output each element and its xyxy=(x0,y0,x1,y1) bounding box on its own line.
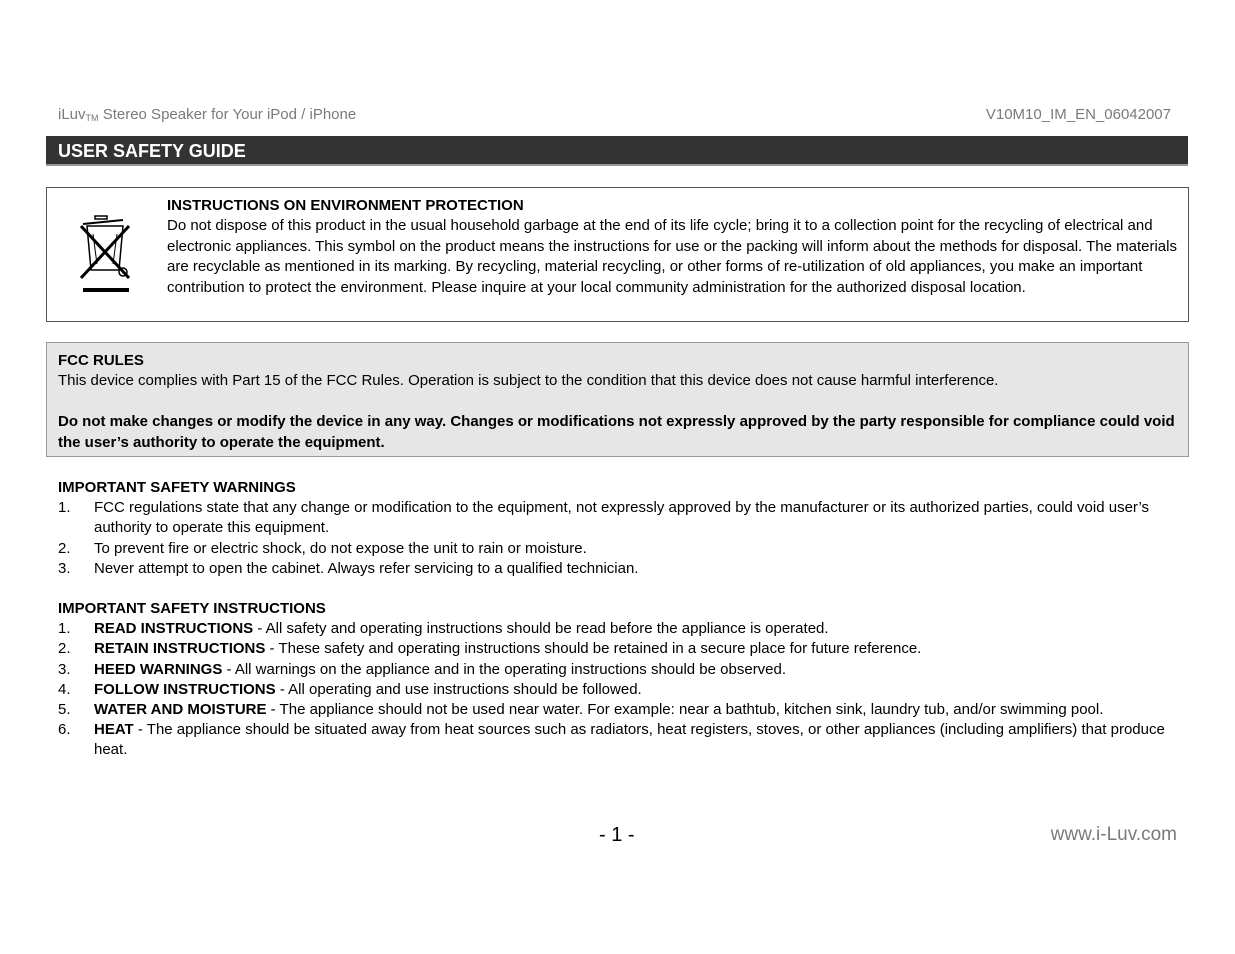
list-item xyxy=(58,539,1168,559)
list-number: 1. xyxy=(58,620,71,638)
section-title-bar xyxy=(46,136,1188,166)
list-item xyxy=(58,700,1168,720)
list-text: To prevent fire or electric shock, do not expose the unit to rain or moisture. xyxy=(94,539,587,557)
safety-instructions-section xyxy=(58,599,1168,761)
list-text: Never attempt to open the cabinet. Always refer servicing to a qualified technician. xyxy=(94,559,639,577)
list-label: READ INSTRUCTIONS xyxy=(94,620,254,638)
list-text: - The appliance should not be used near water. For example: near a bathtub, kitchen sink, laundry tub, and/or swimming pool. xyxy=(266,701,1104,719)
list-text: - All warnings on the appliance and in the operating instructions should be observed. xyxy=(222,660,787,678)
website-url: www.i-Luv.com xyxy=(1050,824,1177,845)
fcc-heading: FCC RULES xyxy=(58,352,144,369)
list-text: - These safety and operating instructions should be retained in a secure place for future reference. xyxy=(265,640,922,658)
list-item xyxy=(58,498,1168,538)
page-number: - 1 - xyxy=(599,824,635,846)
environment-body: Do not dispose of this product in the usual household garbage at the end of its life cycle; bring it to a collection point for the recycling of electrical and electronic appliances. This symbol on the product means the instructions for use or the packing will inform about the methods for disposal. The materials are recyclable as mentioned in its marking. By recycling, material recycling, or other forms of re-utilization of old appliances, you make an important contribution to protect the environment. Please inquire at your local community administration for the authorized disposal location. xyxy=(167,217,1177,296)
list-item xyxy=(58,660,1168,680)
list-item xyxy=(58,619,1168,639)
document-code: V10M10_IM_EN_06042007 xyxy=(985,106,1171,123)
fcc-warning: Do not make changes or modify the device in any way. Changes or modifications not expressly approved by the party responsible for compliance could void the user’s authority to operate the equipment. xyxy=(58,413,1175,451)
fcc-rules-box xyxy=(46,342,1189,457)
list-number: 4. xyxy=(58,680,71,698)
list-item xyxy=(58,680,1168,700)
list-label: RETAIN INSTRUCTIONS xyxy=(94,640,266,658)
safety-instructions-heading: IMPORTANT SAFETY INSTRUCTIONS xyxy=(58,600,326,617)
product-subtitle: Stereo Speaker for Your iPod / iPhone xyxy=(98,106,357,123)
list-text: - The appliance should be situated away from heat sources such as radiators, heat registers, stoves, or other appliances (including amplifiers) that produce heat. xyxy=(94,721,1165,759)
list-number: 6. xyxy=(58,721,71,739)
list-number: 5. xyxy=(58,701,71,719)
crossed-out-wheelie-bin-icon xyxy=(79,214,135,294)
environment-protection-text xyxy=(167,196,1177,298)
list-label: FOLLOW INSTRUCTIONS xyxy=(94,680,276,698)
list-text: - All operating and use instructions should be followed. xyxy=(275,680,642,698)
list-number: 3. xyxy=(58,660,71,678)
list-item xyxy=(58,720,1168,760)
list-number: 2. xyxy=(58,640,71,658)
list-item xyxy=(58,559,1168,579)
fcc-body: This device complies with Part 15 of the FCC Rules. Operation is subject to the condition that this device does not cause harmful interference. xyxy=(58,372,999,390)
section-title: USER SAFETY GUIDE xyxy=(58,141,246,161)
header-product-title xyxy=(58,106,356,123)
list-label: HEED WARNINGS xyxy=(94,660,223,678)
environment-protection-box xyxy=(46,187,1189,322)
environment-heading: INSTRUCTIONS ON ENVIRONMENT PROTECTION xyxy=(167,197,524,214)
list-text: FCC regulations state that any change or modification to the equipment, not expressly approved by the manufacturer or its authorized parties, could void user’s authority to operate this equipment. xyxy=(94,499,1150,537)
safety-warnings-section xyxy=(58,478,1168,579)
brand-name: iLuv xyxy=(58,106,86,123)
list-label: WATER AND MOISTURE xyxy=(94,701,267,719)
safety-warnings-heading: IMPORTANT SAFETY WARNINGS xyxy=(58,479,296,496)
list-number: 1. xyxy=(58,499,71,517)
list-number: 3. xyxy=(58,559,71,577)
list-item xyxy=(58,639,1168,659)
list-text: - All safety and operating instructions should be read before the appliance is operated. xyxy=(253,620,829,638)
trademark-mark: TM xyxy=(85,113,99,123)
list-label: HEAT xyxy=(94,721,134,739)
list-number: 2. xyxy=(58,539,71,557)
